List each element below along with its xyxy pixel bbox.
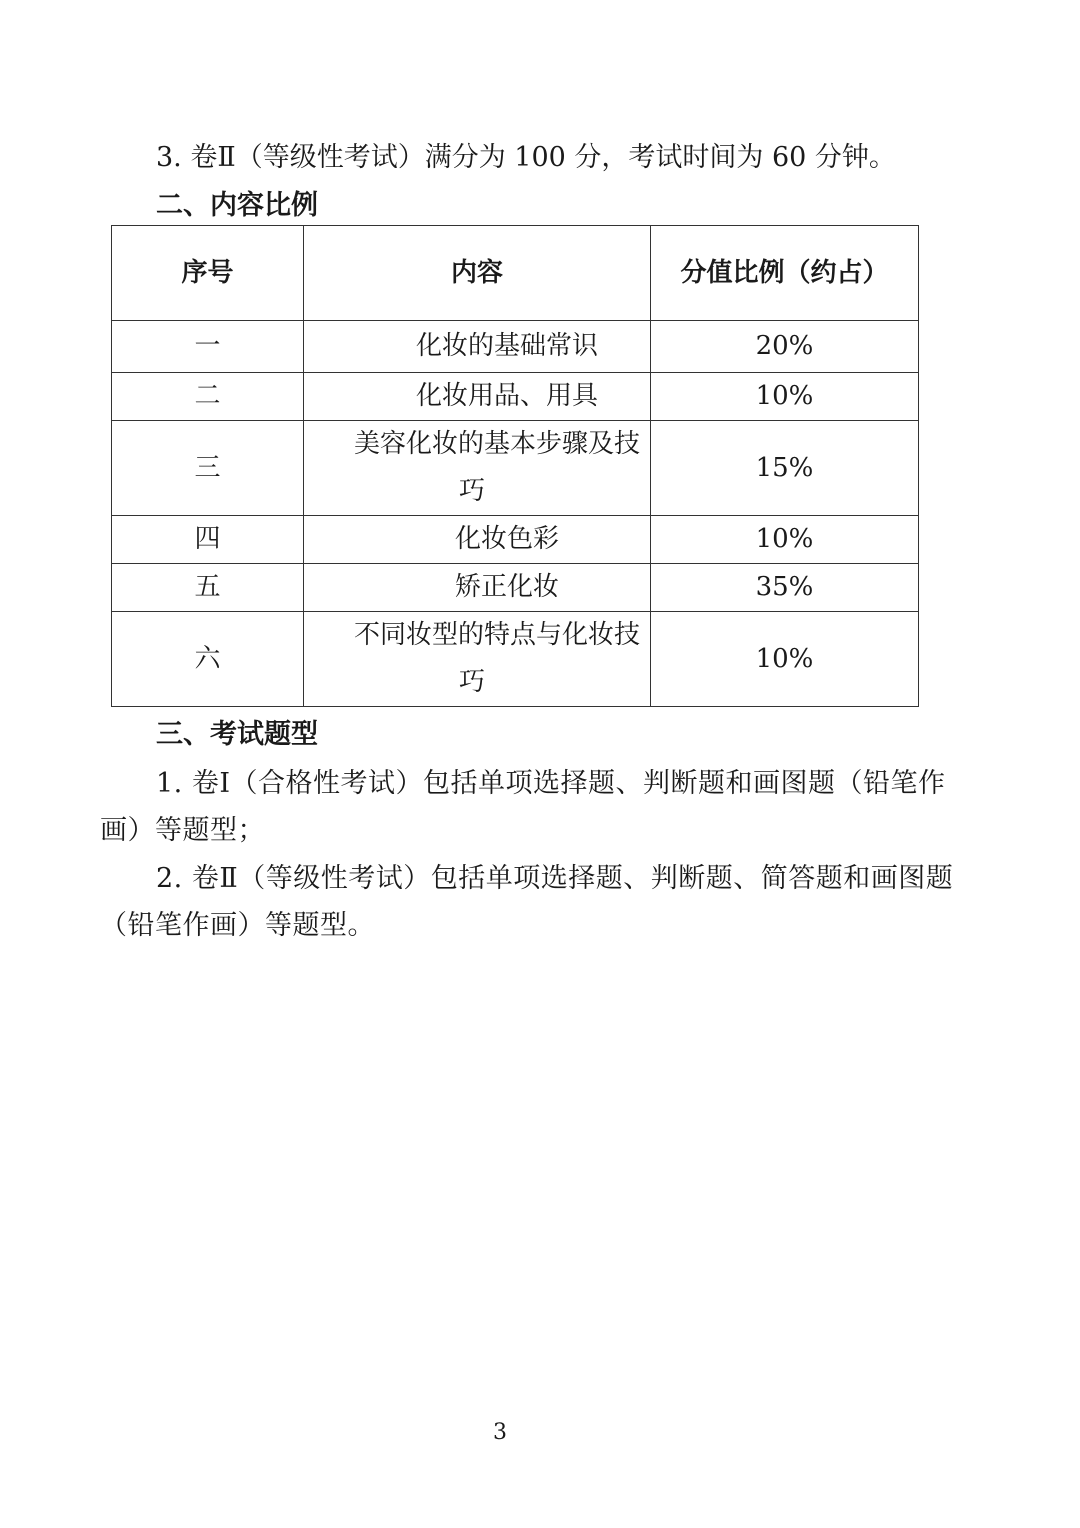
table-row <box>112 612 919 707</box>
row-ratio: 35% <box>651 564 919 612</box>
content-ratio-table <box>111 225 919 707</box>
section-title-content-ratio: 二、内容比例 <box>156 190 318 221</box>
table-row <box>112 564 919 612</box>
row-ratio: 10% <box>651 373 919 421</box>
table-row <box>112 421 919 516</box>
table-header-row <box>112 226 919 321</box>
question-types-paper2: 2. 卷Ⅱ（等级性考试）包括单项选择题、判断题、简答题和画图题（铅笔作画）等题型。 <box>100 863 954 941</box>
exam-paper2-info: 3. 卷Ⅱ（等级性考试）满分为 100 分，考试时间为 60 分钟。 <box>156 142 896 173</box>
row-no: 六 <box>112 612 304 707</box>
row-no: 四 <box>112 516 304 564</box>
row-content: 化妆用品、用具 <box>304 373 651 421</box>
section-title-question-types: 三、考试题型 <box>156 719 318 750</box>
page-number: 3 <box>493 1420 507 1445</box>
row-ratio: 20% <box>651 321 919 373</box>
table-row <box>112 321 919 373</box>
row-ratio: 10% <box>651 516 919 564</box>
row-no: 三 <box>112 421 304 516</box>
row-ratio: 15% <box>651 421 919 516</box>
question-types-paper1: 1. 卷Ⅰ（合格性考试）包括单项选择题、判断题和画图题（铅笔作画）等题型； <box>100 768 946 846</box>
row-content: 化妆色彩 <box>304 516 651 564</box>
table-row <box>112 516 919 564</box>
row-content: 矫正化妆 <box>304 564 651 612</box>
row-no: 一 <box>112 321 304 373</box>
header-ratio: 分值比例（约占） <box>651 226 919 321</box>
row-content: 不同妆型的特点与化妆技巧 <box>304 612 651 707</box>
row-ratio: 10% <box>651 612 919 707</box>
row-content: 美容化妆的基本步骤及技巧 <box>304 421 651 516</box>
row-content: 化妆的基础常识 <box>304 321 651 373</box>
row-no: 五 <box>112 564 304 612</box>
table-row <box>112 373 919 421</box>
header-no: 序号 <box>112 226 304 321</box>
header-content: 内容 <box>304 226 651 321</box>
row-no: 二 <box>112 373 304 421</box>
